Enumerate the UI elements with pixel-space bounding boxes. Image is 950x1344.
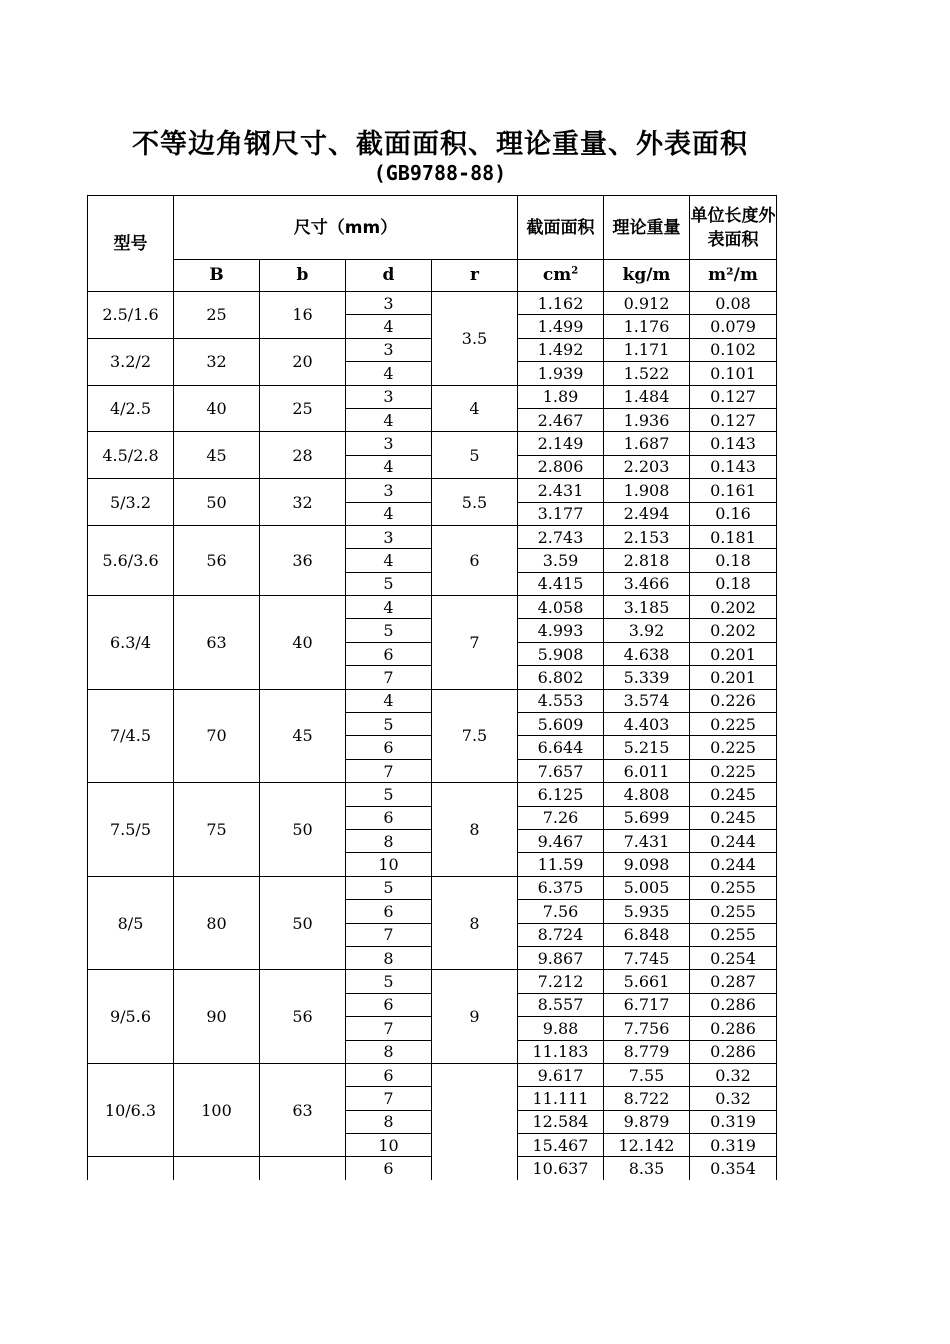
table-row <box>88 525 777 548</box>
cell-surface: 0.18 <box>690 572 777 595</box>
cell-d: 7 <box>346 759 432 782</box>
cell-B: 45 <box>174 432 260 479</box>
cell-surface: 0.161 <box>690 479 777 502</box>
cell-d: 8 <box>346 1040 432 1063</box>
cell-area: 1.499 <box>518 315 604 338</box>
cell-d: 4 <box>346 362 432 385</box>
cell-area: 9.467 <box>518 829 604 852</box>
cell-area: 2.149 <box>518 432 604 455</box>
cell-weight: 9.879 <box>604 1110 690 1133</box>
cell-B <box>174 1157 260 1180</box>
cell-b <box>260 1157 346 1180</box>
cell-weight: 5.215 <box>604 736 690 759</box>
cell-surface: 0.201 <box>690 642 777 665</box>
cell-area: 1.89 <box>518 385 604 408</box>
cell-surface: 0.181 <box>690 525 777 548</box>
cell-area: 7.26 <box>518 806 604 829</box>
cell-model: 4/2.5 <box>88 385 174 432</box>
cell-b: 63 <box>260 1063 346 1157</box>
cell-weight: 3.574 <box>604 689 690 712</box>
cell-area: 4.058 <box>518 596 604 619</box>
header-weight: 理论重量 <box>604 196 690 260</box>
cell-weight: 3.466 <box>604 572 690 595</box>
cell-surface: 0.245 <box>690 806 777 829</box>
cell-model: 7/4.5 <box>88 689 174 783</box>
cell-weight: 2.494 <box>604 502 690 525</box>
cell-weight: 1.176 <box>604 315 690 338</box>
cell-model: 10/6.3 <box>88 1063 174 1157</box>
cell-b: 50 <box>260 876 346 970</box>
cell-surface: 0.255 <box>690 900 777 923</box>
cell-d: 5 <box>346 970 432 993</box>
cell-surface: 0.08 <box>690 292 777 315</box>
cell-area: 1.162 <box>518 292 604 315</box>
cell-d: 5 <box>346 572 432 595</box>
cell-weight: 1.522 <box>604 362 690 385</box>
cell-weight: 8.779 <box>604 1040 690 1063</box>
table-row <box>88 783 777 806</box>
cell-area: 6.644 <box>518 736 604 759</box>
cell-d: 7 <box>346 1087 432 1110</box>
cell-surface: 0.319 <box>690 1134 777 1157</box>
cell-B: 75 <box>174 783 260 877</box>
cell-d: 6 <box>346 1157 432 1180</box>
cell-surface: 0.32 <box>690 1087 777 1110</box>
cell-weight: 5.005 <box>604 876 690 899</box>
cell-area: 8.557 <box>518 993 604 1016</box>
cell-B: 25 <box>174 292 260 339</box>
cell-weight: 12.142 <box>604 1134 690 1157</box>
cell-weight: 1.484 <box>604 385 690 408</box>
cell-r: 6 <box>432 525 518 595</box>
cell-B: 50 <box>174 479 260 526</box>
cell-d: 6 <box>346 642 432 665</box>
header-r: r <box>432 260 518 292</box>
cell-surface: 0.286 <box>690 1040 777 1063</box>
cell-b: 25 <box>260 385 346 432</box>
cell-d: 10 <box>346 853 432 876</box>
cell-surface: 0.202 <box>690 619 777 642</box>
cell-d: 7 <box>346 1017 432 1040</box>
cell-surface: 0.201 <box>690 666 777 689</box>
cell-weight: 7.756 <box>604 1017 690 1040</box>
header-unit-surface: m²/m <box>690 260 777 292</box>
header-B: B <box>174 260 260 292</box>
cell-B: 32 <box>174 338 260 385</box>
cell-surface: 0.079 <box>690 315 777 338</box>
cell-surface: 0.16 <box>690 502 777 525</box>
cell-weight: 3.92 <box>604 619 690 642</box>
cell-weight: 4.808 <box>604 783 690 806</box>
cell-b: 20 <box>260 338 346 385</box>
cell-model: 9/5.6 <box>88 970 174 1064</box>
cell-d: 6 <box>346 900 432 923</box>
cell-model: 6.3/4 <box>88 596 174 690</box>
cell-d: 5 <box>346 619 432 642</box>
cell-weight: 5.661 <box>604 970 690 993</box>
page-subtitle: (GB9788-88) <box>373 161 507 185</box>
cell-area: 4.553 <box>518 689 604 712</box>
cell-area: 2.431 <box>518 479 604 502</box>
cell-d: 8 <box>346 946 432 969</box>
cell-r: 9 <box>432 970 518 1064</box>
cell-d: 4 <box>346 315 432 338</box>
cell-weight: 4.403 <box>604 713 690 736</box>
cell-weight: 7.55 <box>604 1063 690 1086</box>
cell-weight: 8.35 <box>604 1157 690 1180</box>
cell-surface: 0.354 <box>690 1157 777 1180</box>
cell-r: 5 <box>432 432 518 479</box>
cell-r: 3.5 <box>432 292 518 386</box>
cell-d: 6 <box>346 806 432 829</box>
cell-surface: 0.143 <box>690 432 777 455</box>
cell-area: 2.743 <box>518 525 604 548</box>
table-row <box>88 876 777 899</box>
cell-weight: 1.687 <box>604 432 690 455</box>
cell-area: 6.125 <box>518 783 604 806</box>
cell-r: 7.5 <box>432 689 518 783</box>
cell-r: 8 <box>432 783 518 877</box>
table-row <box>88 292 777 315</box>
cell-area: 12.584 <box>518 1110 604 1133</box>
cell-weight: 1.908 <box>604 479 690 502</box>
cell-weight: 9.098 <box>604 853 690 876</box>
cell-model: 4.5/2.8 <box>88 432 174 479</box>
unit-area-base: cm <box>542 265 572 285</box>
cell-area: 1.939 <box>518 362 604 385</box>
header-dimension: 尺寸（mm） <box>174 196 518 260</box>
cell-weight: 6.848 <box>604 923 690 946</box>
cell-area: 7.212 <box>518 970 604 993</box>
cell-area: 11.59 <box>518 853 604 876</box>
cell-surface: 0.255 <box>690 923 777 946</box>
cell-r <box>432 1063 518 1180</box>
table-row <box>88 1063 777 1086</box>
cell-area: 2.467 <box>518 408 604 431</box>
table-row <box>88 479 777 502</box>
cell-d: 4 <box>346 502 432 525</box>
cell-area: 10.637 <box>518 1157 604 1180</box>
cell-surface: 0.32 <box>690 1063 777 1086</box>
cell-surface: 0.244 <box>690 829 777 852</box>
cell-surface: 0.244 <box>690 853 777 876</box>
cell-d: 3 <box>346 385 432 408</box>
cell-b: 45 <box>260 689 346 783</box>
cell-weight: 6.011 <box>604 759 690 782</box>
cell-d: 8 <box>346 829 432 852</box>
cell-d: 4 <box>346 596 432 619</box>
cell-surface: 0.18 <box>690 549 777 572</box>
header-unit-area <box>518 260 604 292</box>
cell-surface: 0.225 <box>690 713 777 736</box>
cell-area: 7.56 <box>518 900 604 923</box>
header-surface: 单位长度外表面积 <box>690 196 777 260</box>
cell-B: 80 <box>174 876 260 970</box>
cell-surface: 0.225 <box>690 759 777 782</box>
cell-area: 3.59 <box>518 549 604 572</box>
cell-surface: 0.226 <box>690 689 777 712</box>
cell-area: 5.609 <box>518 713 604 736</box>
cell-r: 4 <box>432 385 518 432</box>
cell-area: 3.177 <box>518 502 604 525</box>
cell-d: 3 <box>346 338 432 361</box>
cell-weight: 8.722 <box>604 1087 690 1110</box>
cell-area: 2.806 <box>518 455 604 478</box>
cell-area: 6.802 <box>518 666 604 689</box>
table-row <box>88 970 777 993</box>
cell-d: 7 <box>346 923 432 946</box>
cell-b: 28 <box>260 432 346 479</box>
cell-area: 6.375 <box>518 876 604 899</box>
cell-B: 90 <box>174 970 260 1064</box>
cell-weight: 3.185 <box>604 596 690 619</box>
cell-surface: 0.287 <box>690 970 777 993</box>
cell-B: 40 <box>174 385 260 432</box>
header-area: 截面面积 <box>518 196 604 260</box>
cell-weight: 1.171 <box>604 338 690 361</box>
table-row <box>88 432 777 455</box>
cell-surface: 0.127 <box>690 408 777 431</box>
cell-B: 100 <box>174 1063 260 1157</box>
cell-d: 3 <box>346 525 432 548</box>
table-row <box>88 385 777 408</box>
cell-b: 32 <box>260 479 346 526</box>
cell-model: 8/5 <box>88 876 174 970</box>
cell-area: 7.657 <box>518 759 604 782</box>
cell-d: 5 <box>346 876 432 899</box>
cell-r: 5.5 <box>432 479 518 526</box>
cell-surface: 0.255 <box>690 876 777 899</box>
cell-d: 7 <box>346 666 432 689</box>
cell-d: 4 <box>346 549 432 572</box>
cell-r: 8 <box>432 876 518 970</box>
table-row <box>88 596 777 619</box>
cell-weight: 2.203 <box>604 455 690 478</box>
cell-d: 4 <box>346 408 432 431</box>
cell-area: 11.111 <box>518 1087 604 1110</box>
cell-area: 5.908 <box>518 642 604 665</box>
cell-model <box>88 1157 174 1180</box>
cell-B: 56 <box>174 525 260 595</box>
cell-b: 36 <box>260 525 346 595</box>
cell-b: 16 <box>260 292 346 339</box>
cell-d: 3 <box>346 479 432 502</box>
cell-d: 8 <box>346 1110 432 1133</box>
cell-area: 9.867 <box>518 946 604 969</box>
cell-b: 40 <box>260 596 346 690</box>
cell-weight: 2.153 <box>604 525 690 548</box>
cell-B: 63 <box>174 596 260 690</box>
cell-surface: 0.225 <box>690 736 777 759</box>
cell-area: 1.492 <box>518 338 604 361</box>
header-model: 型号 <box>88 196 174 292</box>
header-b: b <box>260 260 346 292</box>
cell-model: 5/3.2 <box>88 479 174 526</box>
cell-surface: 0.143 <box>690 455 777 478</box>
cell-surface: 0.286 <box>690 993 777 1016</box>
cell-surface: 0.254 <box>690 946 777 969</box>
cell-d: 3 <box>346 292 432 315</box>
unit-area-sup: 2 <box>571 265 579 277</box>
cell-weight: 4.638 <box>604 642 690 665</box>
cell-weight: 5.935 <box>604 900 690 923</box>
cell-model: 7.5/5 <box>88 783 174 877</box>
cell-weight: 2.818 <box>604 549 690 572</box>
cell-model: 2.5/1.6 <box>88 292 174 339</box>
cell-area: 4.415 <box>518 572 604 595</box>
cell-model: 5.6/3.6 <box>88 525 174 595</box>
header-d: d <box>346 260 432 292</box>
cell-d: 6 <box>346 736 432 759</box>
cell-b: 50 <box>260 783 346 877</box>
cell-surface: 0.127 <box>690 385 777 408</box>
cell-r: 7 <box>432 596 518 690</box>
cell-weight: 6.717 <box>604 993 690 1016</box>
cell-surface: 0.286 <box>690 1017 777 1040</box>
cell-surface: 0.319 <box>690 1110 777 1133</box>
cell-d: 6 <box>346 1063 432 1086</box>
cell-d: 4 <box>346 455 432 478</box>
cell-b: 56 <box>260 970 346 1064</box>
header-unit-weight: kg/m <box>604 260 690 292</box>
table-row <box>88 689 777 712</box>
cell-B: 70 <box>174 689 260 783</box>
cell-area: 9.617 <box>518 1063 604 1086</box>
cell-model: 3.2/2 <box>88 338 174 385</box>
page-title: 不等边角钢尺寸、截面面积、理论重量、外表面积 <box>132 129 748 160</box>
cell-weight: 5.699 <box>604 806 690 829</box>
cell-surface: 0.245 <box>690 783 777 806</box>
cell-area: 11.183 <box>518 1040 604 1063</box>
cell-surface: 0.102 <box>690 338 777 361</box>
cell-d: 10 <box>346 1134 432 1157</box>
cell-area: 15.467 <box>518 1134 604 1157</box>
cell-weight: 0.912 <box>604 292 690 315</box>
cell-area: 4.993 <box>518 619 604 642</box>
cell-weight: 1.936 <box>604 408 690 431</box>
cell-surface: 0.202 <box>690 596 777 619</box>
angle-steel-table <box>87 195 777 1180</box>
cell-weight: 7.745 <box>604 946 690 969</box>
cell-d: 4 <box>346 689 432 712</box>
cell-area: 8.724 <box>518 923 604 946</box>
cell-d: 5 <box>346 783 432 806</box>
cell-weight: 7.431 <box>604 829 690 852</box>
cell-weight: 5.339 <box>604 666 690 689</box>
cell-d: 3 <box>346 432 432 455</box>
cell-surface: 0.101 <box>690 362 777 385</box>
cell-d: 5 <box>346 713 432 736</box>
cell-area: 9.88 <box>518 1017 604 1040</box>
cell-d: 6 <box>346 993 432 1016</box>
